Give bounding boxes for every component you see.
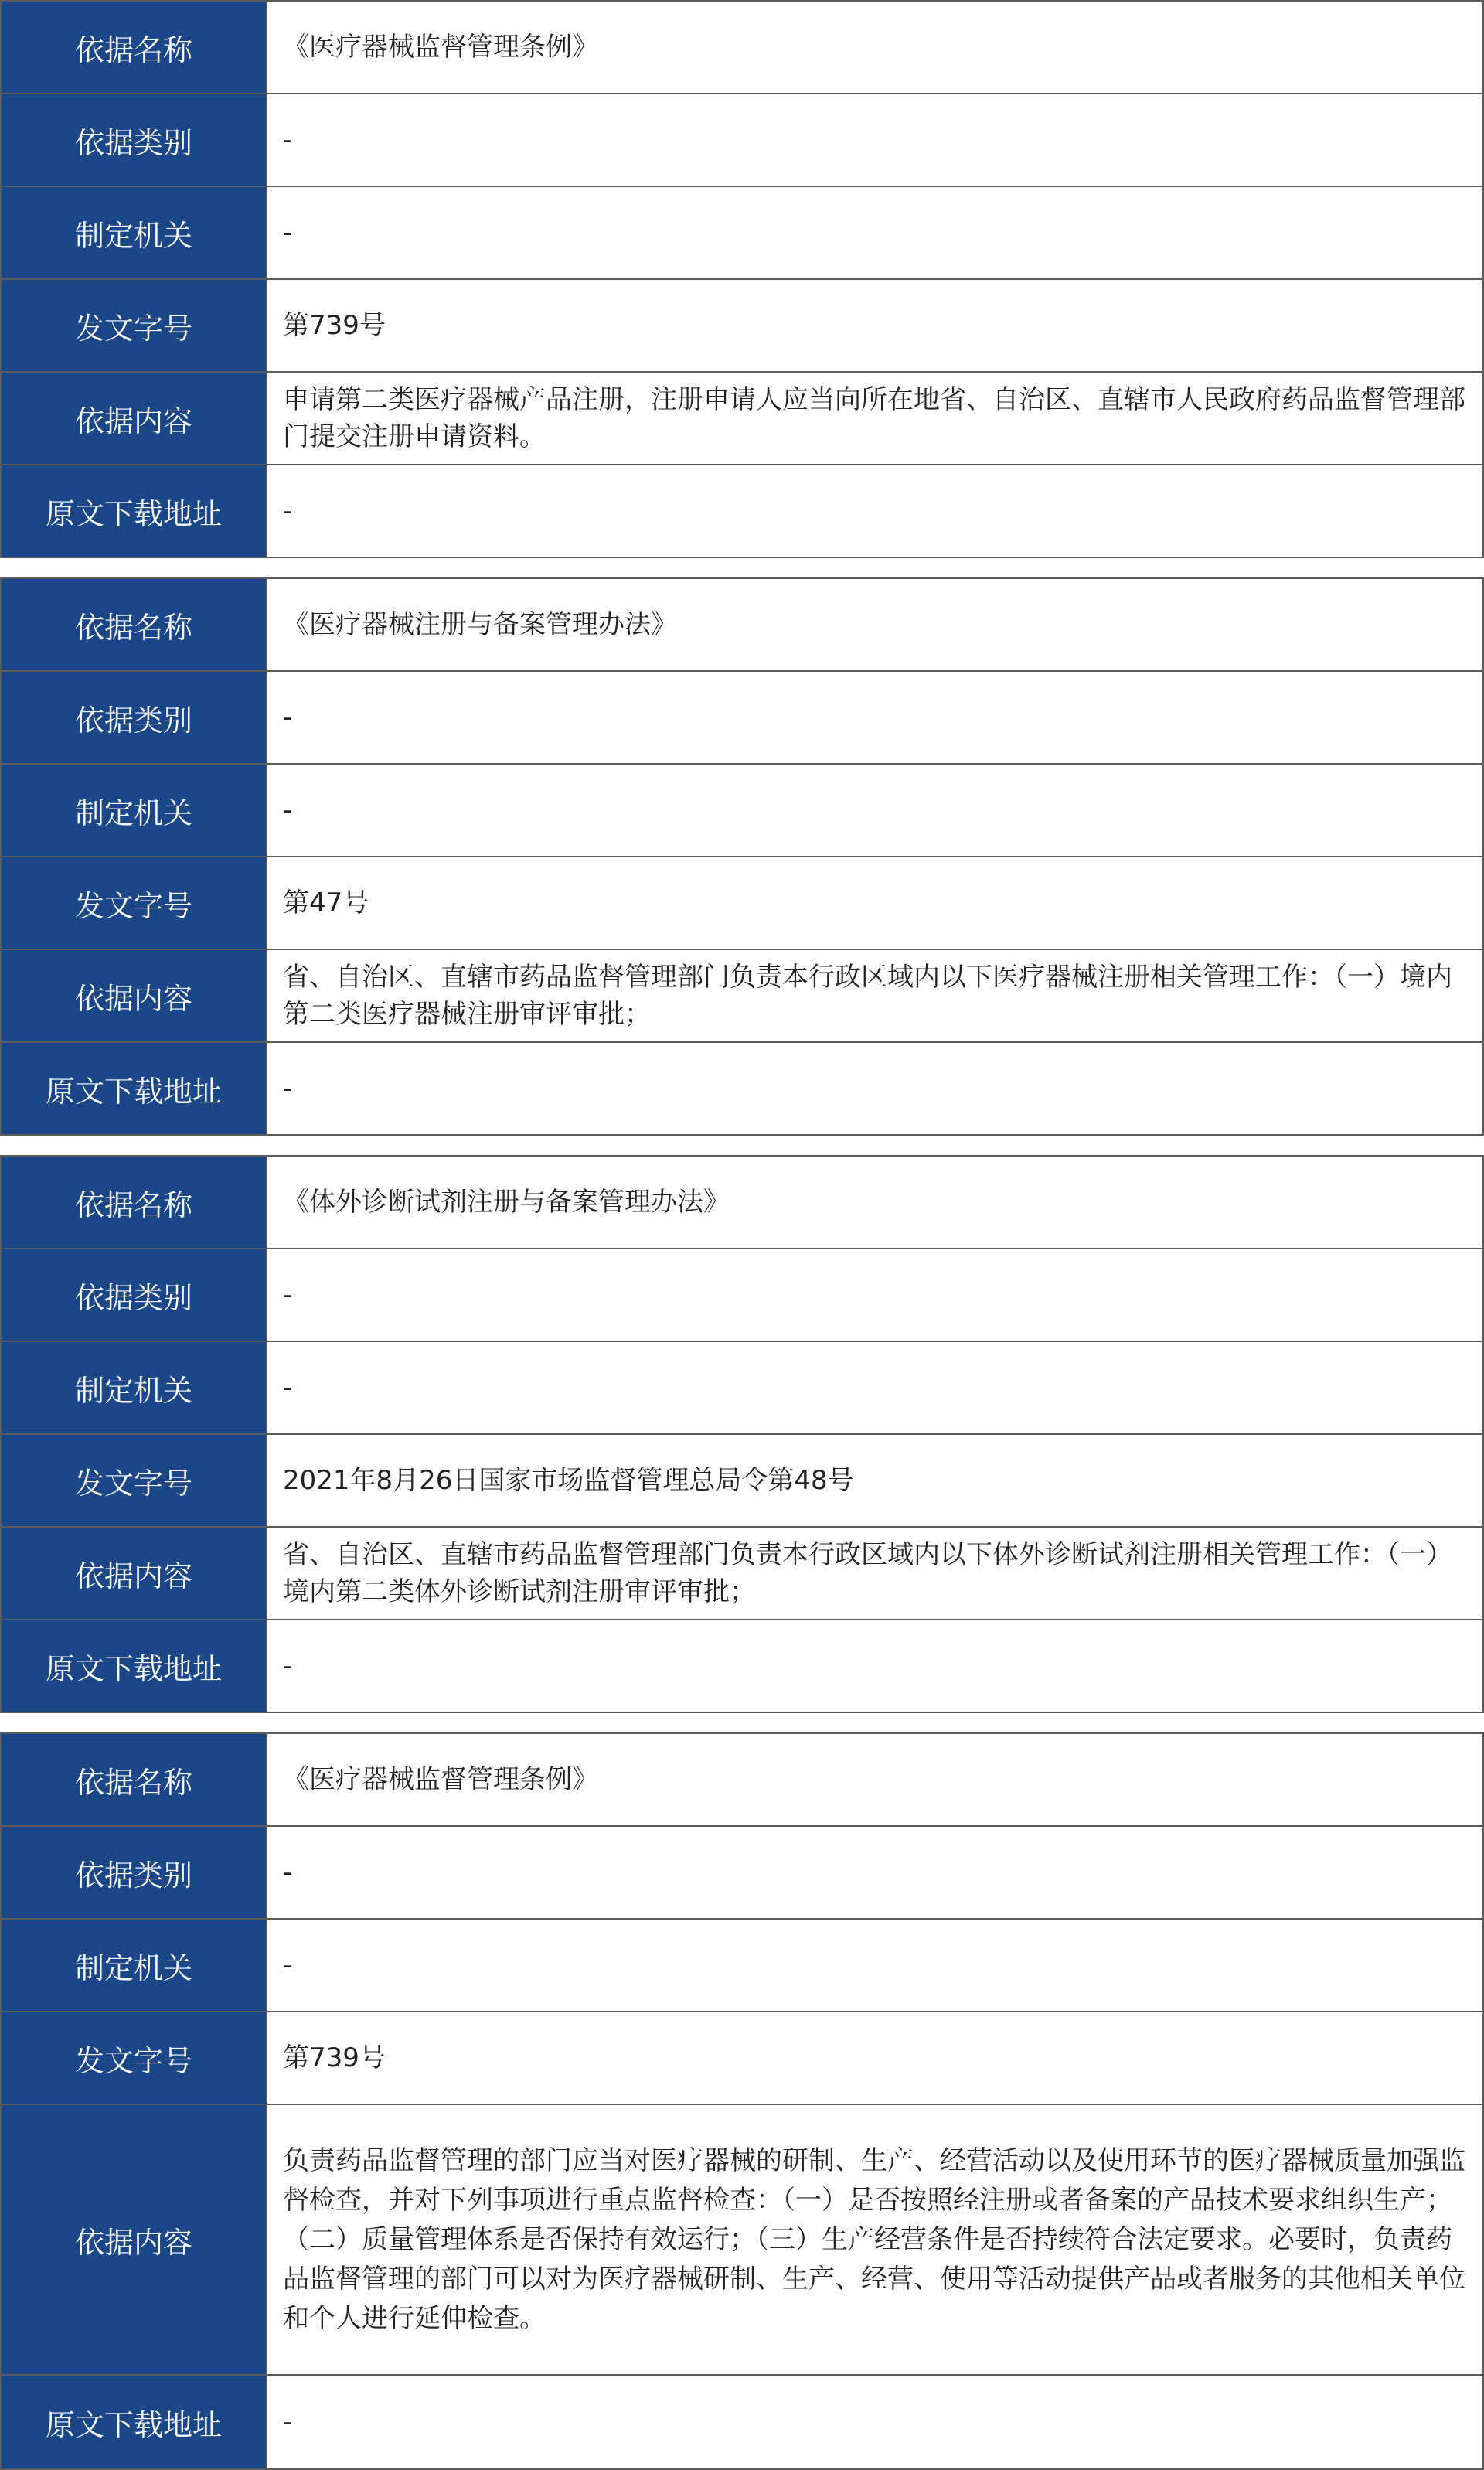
row-name: [1, 1, 1483, 94]
value-authority: -: [267, 1341, 1483, 1434]
value-content: 负责药品监督管理的部门应当对医疗器械的研制、生产、经营活动以及使用环节的医疗器械质量加强监督检查，并对下列事项进行重点监督检查：（一）是否按照经注册或者备案的产品技术要求组织生产；（二）质量管理体系是否保持有效运行；（三）生产经营条件是否持续符合法定要求。必要时，负责药品监督管理的部门可以对为医疗器械研制、生产、经营、使用等活动提供产品或者服务的其他相关单位和个人进行延伸检查。: [267, 2104, 1483, 2375]
value-download[interactable]: -: [267, 2375, 1483, 2469]
label-category: 依据类别: [1, 94, 267, 186]
value-authority: -: [267, 764, 1483, 857]
basis-table-1: [0, 0, 1484, 558]
row-authority: [1, 1341, 1483, 1434]
label-doc-number: 发文字号: [1, 857, 267, 949]
value-authority: -: [267, 1919, 1483, 2012]
label-download: 原文下载地址: [1, 2375, 267, 2469]
value-name: 《体外诊断试剂注册与备案管理办法》: [267, 1156, 1483, 1249]
row-name: [1, 1733, 1483, 1826]
label-download: 原文下载地址: [1, 1620, 267, 1712]
row-authority: [1, 1919, 1483, 2012]
value-category: -: [267, 94, 1483, 186]
label-name: 依据名称: [1, 578, 267, 671]
row-category: [1, 1249, 1483, 1341]
label-doc-number: 发文字号: [1, 2012, 267, 2104]
row-download: [1, 465, 1483, 557]
value-download[interactable]: -: [267, 1042, 1483, 1135]
label-authority: 制定机关: [1, 1919, 267, 2012]
label-content: 依据内容: [1, 372, 267, 465]
label-name: 依据名称: [1, 1733, 267, 1826]
label-name: 依据名称: [1, 1, 267, 94]
label-content: 依据内容: [1, 2104, 267, 2375]
row-category: [1, 1826, 1483, 1919]
row-name: [1, 578, 1483, 671]
value-download[interactable]: -: [267, 465, 1483, 557]
value-download[interactable]: -: [267, 1620, 1483, 1712]
row-content: [1, 372, 1483, 465]
value-content: 省、自治区、直辖市药品监督管理部门负责本行政区域内以下医疗器械注册相关管理工作：（一）境内第二类医疗器械注册审评审批；: [267, 949, 1483, 1042]
row-name: [1, 1156, 1483, 1249]
value-content: 省、自治区、直辖市药品监督管理部门负责本行政区域内以下体外诊断试剂注册相关管理工作：（一）境内第二类体外诊断试剂注册审评审批；: [267, 1527, 1483, 1620]
value-category: -: [267, 1249, 1483, 1341]
value-content: 申请第二类医疗器械产品注册，注册申请人应当向所在地省、自治区、直辖市人民政府药品监督管理部门提交注册申请资料。: [267, 372, 1483, 465]
label-doc-number: 发文字号: [1, 279, 267, 372]
row-download: [1, 1620, 1483, 1712]
label-authority: 制定机关: [1, 1341, 267, 1434]
label-category: 依据类别: [1, 671, 267, 764]
value-authority: -: [267, 186, 1483, 279]
label-authority: 制定机关: [1, 186, 267, 279]
basis-table-3: [0, 1155, 1484, 1713]
label-doc-number: 发文字号: [1, 1434, 267, 1527]
row-content: [1, 2104, 1483, 2375]
value-category: -: [267, 1826, 1483, 1919]
label-category: 依据类别: [1, 1826, 267, 1919]
value-doc-number: 第47号: [267, 857, 1483, 949]
basis-table-4: [0, 1732, 1484, 2470]
row-content: [1, 949, 1483, 1042]
row-download: [1, 2375, 1483, 2469]
value-doc-number: 第739号: [267, 279, 1483, 372]
label-name: 依据名称: [1, 1156, 267, 1249]
label-content: 依据内容: [1, 949, 267, 1042]
row-authority: [1, 764, 1483, 857]
value-name: 《医疗器械监督管理条例》: [267, 1, 1483, 94]
row-doc-number: [1, 857, 1483, 949]
value-category: -: [267, 671, 1483, 764]
value-doc-number: 2021年8月26日国家市场监督管理总局令第48号: [267, 1434, 1483, 1527]
row-category: [1, 94, 1483, 186]
label-content: 依据内容: [1, 1527, 267, 1620]
label-authority: 制定机关: [1, 764, 267, 857]
row-category: [1, 671, 1483, 764]
value-doc-number: 第739号: [267, 2012, 1483, 2104]
row-doc-number: [1, 2012, 1483, 2104]
value-name: 《医疗器械监督管理条例》: [267, 1733, 1483, 1826]
value-name: 《医疗器械注册与备案管理办法》: [267, 578, 1483, 671]
label-download: 原文下载地址: [1, 1042, 267, 1135]
row-authority: [1, 186, 1483, 279]
row-download: [1, 1042, 1483, 1135]
basis-table-2: [0, 577, 1484, 1136]
row-content: [1, 1527, 1483, 1620]
row-doc-number: [1, 279, 1483, 372]
label-download: 原文下载地址: [1, 465, 267, 557]
label-category: 依据类别: [1, 1249, 267, 1341]
row-doc-number: [1, 1434, 1483, 1527]
